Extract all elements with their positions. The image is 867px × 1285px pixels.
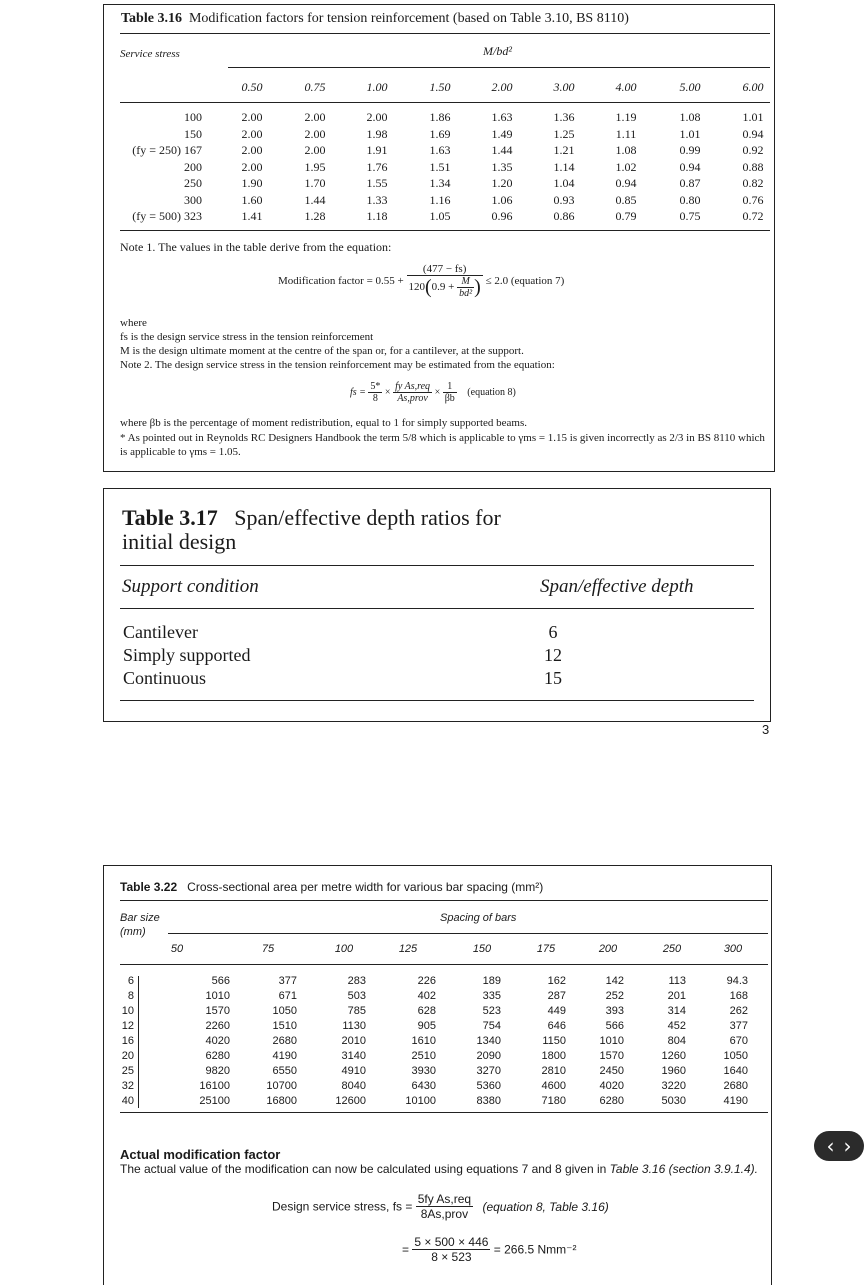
t322-col-header: 75 <box>261 943 275 955</box>
t316-cell: 1.19 <box>615 110 637 124</box>
table-number: Table 3.22 <box>120 880 178 894</box>
t322-cell: 113 <box>668 975 686 987</box>
t322-cell: 6280 <box>205 1050 230 1062</box>
t322-cell: 804 <box>667 1035 686 1047</box>
t322-cell: 1570 <box>599 1050 624 1062</box>
calc-den: 8 × 523 <box>431 1250 472 1264</box>
t322-cell: 5360 <box>476 1080 501 1092</box>
t316-cell: 1.04 <box>553 176 575 190</box>
t316-cell: 1.98 <box>366 126 388 141</box>
t322-cell: 168 <box>729 990 748 1002</box>
t322-cell: 189 <box>482 975 501 987</box>
t322-cell: 262 <box>729 1005 748 1017</box>
eq8-frac2-den: As,prov <box>397 393 428 404</box>
t316-cell: 2.00 <box>366 110 388 124</box>
t316-row-label: 200 <box>184 159 202 174</box>
t322-cell: 16800 <box>266 1095 297 1107</box>
t316-cell: 1.44 <box>491 143 513 157</box>
t322-cell: 6430 <box>411 1080 436 1092</box>
t322-cell: 1260 <box>661 1050 686 1062</box>
t316-row-label: (fy = 250) 167 <box>132 143 202 157</box>
actual-text-body: The actual value of the modification can now be calculated using equations 7 and 8 given in <box>120 1162 607 1176</box>
where-m: M is the design ultimate moment at the centre of the span or, for a cantilever, at the support. <box>120 345 524 357</box>
t322-cell: 670 <box>729 1035 748 1047</box>
t322-cell: 335 <box>482 990 501 1002</box>
equation-7 <box>278 263 564 299</box>
t322-bar-size: 32 <box>121 1080 134 1092</box>
t322-col-header: 150 <box>472 943 492 955</box>
t322-col-header: 125 <box>398 943 418 955</box>
where-label: where <box>120 317 147 329</box>
table-title: Modification factors for tension reinforcement (based on Table 3.10, BS 8110) <box>188 11 629 26</box>
t322-cell: 201 <box>667 990 686 1002</box>
actual-text-ref: Table 3.16 (section <box>609 1162 711 1176</box>
t316-cell: 1.95 <box>304 159 326 174</box>
eq8-tag: (equation 8) <box>467 387 516 398</box>
t316-cell: 0.76 <box>742 192 764 207</box>
t316-cell: 1.51 <box>429 159 451 174</box>
t322-cell: 2510 <box>411 1050 436 1062</box>
next-page-button[interactable]: › <box>843 1134 852 1158</box>
t322-cell: 10100 <box>405 1095 436 1107</box>
t316-cell: 0.86 <box>553 209 575 223</box>
t322-col-header: 175 <box>536 943 556 955</box>
calc-num: 5 × 500 × 446 <box>414 1235 489 1249</box>
eq7-rhs: ≤ 2.0 (equation 7) <box>485 275 565 287</box>
eq8-frac1-den: 8 <box>372 393 378 404</box>
t322-cell: 25100 <box>199 1095 230 1107</box>
eq8-frac3-num: 1 <box>443 381 457 393</box>
table-title-line2: initial design <box>122 529 237 554</box>
t322-cell: 6550 <box>272 1065 297 1077</box>
t322-cell: 7180 <box>541 1095 566 1107</box>
t322-cell: 377 <box>278 975 297 987</box>
t316-col-header: 5.00 <box>679 80 701 94</box>
dss-tag: (equation 8, Table 3.16) <box>482 1199 609 1214</box>
service-stress-label: Service stress <box>120 48 180 60</box>
t322-cell: 1010 <box>205 990 230 1002</box>
t316-cell: 1.11 <box>615 126 637 141</box>
table-3-22-caption <box>120 880 543 894</box>
mm-label: (mm) <box>120 926 146 938</box>
t316-cell: 0.87 <box>679 176 701 190</box>
t316-cell: 0.72 <box>742 209 764 223</box>
t322-cell: 9820 <box>205 1065 230 1077</box>
t322-bar-size: 12 <box>121 1020 134 1032</box>
t316-cell: 1.08 <box>615 143 637 157</box>
t316-cell: 1.05 <box>429 209 451 223</box>
t322-cell: 1050 <box>723 1050 748 1062</box>
t322-cell: 4190 <box>272 1050 297 1062</box>
t316-cell: 1.76 <box>366 159 388 174</box>
t322-cell: 8380 <box>476 1095 501 1107</box>
calc-eq <box>402 1235 576 1264</box>
t322-cell: 4190 <box>723 1095 748 1107</box>
t322-cell: 1960 <box>661 1065 686 1077</box>
eq8-frac3-den: βb <box>444 393 455 404</box>
t317-ratio: 15 <box>544 668 562 688</box>
t322-cell: 1130 <box>342 1020 366 1032</box>
t322-bar-size: 6 <box>127 975 134 987</box>
t322-cell: 2680 <box>723 1080 748 1092</box>
equation-8: fs = $\frac{5*}{8}$ × $\frac{\text{fy As,req}}{\text{As,prov}}$ × $\frac{1}{\beta b}$ (equation 8) <box>350 381 516 404</box>
t322-col-header: 50 <box>170 943 184 955</box>
calc-result: = 266.5 Nmm⁻² <box>493 1242 577 1257</box>
t316-row-label: 150 <box>184 126 202 141</box>
t322-cell: 283 <box>347 975 366 987</box>
t316-col-header: 0.75 <box>304 80 326 94</box>
t316-cell: 2.00 <box>241 110 263 124</box>
t322-cell: 754 <box>482 1020 501 1032</box>
t322-cell: 1510 <box>272 1020 297 1032</box>
bar-size-label: Bar size <box>120 912 160 924</box>
t316-cell: 1.01 <box>742 110 764 124</box>
t322-cell: 449 <box>547 1005 566 1017</box>
t322-cell: 142 <box>605 975 624 987</box>
t322-cell: 646 <box>547 1020 566 1032</box>
t322-cell: 94.3 <box>726 975 748 987</box>
t316-cell: 1.69 <box>429 126 451 141</box>
t316-cell: 1.49 <box>491 126 513 141</box>
t322-cell: 12600 <box>335 1095 366 1107</box>
t322-cell: 16100 <box>199 1080 230 1092</box>
t322-col-header: 100 <box>334 943 354 955</box>
t322-cell: 2260 <box>205 1020 230 1032</box>
t316-cell: 1.25 <box>553 126 575 141</box>
t322-cell: 1050 <box>272 1005 297 1017</box>
t322-bar-size: 16 <box>121 1035 134 1047</box>
t316-cell: 0.82 <box>742 176 764 190</box>
prev-page-button[interactable]: ‹ <box>826 1134 835 1158</box>
t316-cell: 1.86 <box>429 110 451 124</box>
eq7-den-b: 0.9 + <box>431 281 455 294</box>
t316-cell: 0.99 <box>679 143 701 157</box>
t322-cell: 2090 <box>476 1050 501 1062</box>
t322-cell: 523 <box>482 1005 501 1017</box>
t316-cell: 0.88 <box>742 159 764 174</box>
table-title: Cross-sectional area per metre width for various bar spacing (mm²) <box>187 880 544 894</box>
t322-cell: 1610 <box>411 1035 436 1047</box>
design-service-stress-eq <box>272 1192 609 1221</box>
t316-cell: 1.63 <box>491 110 513 124</box>
t317-support-condition: Simply supported <box>123 645 251 665</box>
t316-cell: 0.92 <box>742 143 764 157</box>
t322-cell: 2680 <box>272 1035 297 1047</box>
dss-frac-num: 5fy As,req <box>417 1192 472 1206</box>
t322-cell: 4910 <box>341 1065 366 1077</box>
t322-cell: 3220 <box>661 1080 686 1092</box>
t316-cell: 1.33 <box>366 192 388 207</box>
t322-cell: 1150 <box>542 1035 566 1047</box>
t316-cell: 1.90 <box>241 176 263 190</box>
page-number: 3 <box>762 722 770 737</box>
eq7-bd2: bd² <box>459 288 473 299</box>
t322-col-header: 200 <box>598 943 618 955</box>
t322-col-header: 300 <box>723 943 743 955</box>
t322-cell: 226 <box>417 975 436 987</box>
page-nav-control <box>814 1131 864 1161</box>
t322-cell: 503 <box>347 990 366 1002</box>
actual-text-ref2: 3.9.1.4). <box>713 1162 759 1176</box>
t322-cell: 3140 <box>341 1050 366 1062</box>
t322-cell: 162 <box>547 975 566 987</box>
t322-cell: 6280 <box>599 1095 624 1107</box>
t322-bar-size: 20 <box>121 1050 134 1062</box>
note-2: Note 2. The design service stress in the tension reinforcement may be estimated from the equation: <box>120 359 555 371</box>
t316-row-label: 300 <box>184 192 202 207</box>
t316-cell: 1.21 <box>553 143 575 157</box>
t316-cell: 1.34 <box>429 176 451 190</box>
eq7-m: M <box>457 276 474 288</box>
t316-row-label: 250 <box>184 176 202 190</box>
t322-cell: 905 <box>417 1020 436 1032</box>
t316-cell: 0.96 <box>491 209 513 223</box>
t317-support-condition: Continuous <box>123 668 207 688</box>
table-3-16-caption <box>121 11 629 27</box>
t316-cell: 0.79 <box>615 209 637 223</box>
t316-cell: 1.06 <box>491 192 513 207</box>
t316-cell: 1.63 <box>429 143 451 157</box>
t322-cell: 3930 <box>411 1065 436 1077</box>
where-fs: fs is the design service stress in the tension reinforcement <box>120 331 374 343</box>
t322-cell: 628 <box>417 1005 436 1017</box>
mbd-label: M/bd² <box>483 44 512 58</box>
eq8-frac2-num: fy As,req <box>395 381 431 392</box>
t322-bar-size: 25 <box>121 1065 134 1077</box>
t322-cell: 452 <box>667 1020 686 1032</box>
t322-cell: 566 <box>211 975 230 987</box>
t316-cell: 0.93 <box>553 192 575 207</box>
t316-cell: 1.14 <box>553 159 575 174</box>
support-condition-header: Support condition <box>122 576 259 597</box>
table-title-line1: Span/effective depth ratios for <box>234 505 501 530</box>
t316-col-header: 4.00 <box>615 80 637 94</box>
t316-row-label: (fy = 500) 323 <box>132 209 202 223</box>
t322-cell: 1570 <box>205 1005 230 1017</box>
t322-cell: 566 <box>605 1020 624 1032</box>
t322-bar-size: 10 <box>121 1005 134 1017</box>
t316-cell: 2.00 <box>241 143 263 157</box>
t322-col-header: 250 <box>662 943 682 955</box>
t322-cell: 402 <box>417 990 436 1002</box>
t316-cell: 1.44 <box>304 192 326 207</box>
note-1: Note 1. The values in the table derive from the equation: <box>120 240 392 254</box>
t316-cell: 0.94 <box>615 176 637 190</box>
t322-cell: 2450 <box>599 1065 624 1077</box>
t316-cell: 0.85 <box>615 192 637 207</box>
t316-cell: 1.70 <box>304 176 326 190</box>
t322-cell: 5030 <box>661 1095 686 1107</box>
t322-cell: 377 <box>729 1020 748 1032</box>
t316-cell: 1.02 <box>615 159 637 174</box>
where-beta: where βb is the percentage of moment redistribution, equal to 1 for simply supported beams. <box>120 417 527 429</box>
t316-cell: 0.94 <box>679 159 701 174</box>
t316-cell: 1.91 <box>366 143 388 157</box>
t316-cell: 1.35 <box>491 159 513 174</box>
bar-size-divider <box>138 976 139 1108</box>
t322-cell: 393 <box>605 1005 624 1017</box>
t322-cell: 2810 <box>541 1065 566 1077</box>
spacing-label: Spacing of bars <box>440 912 517 924</box>
t316-cell: 1.55 <box>366 176 388 190</box>
actual-heading: Actual modification factor <box>120 1147 281 1162</box>
t316-row-label: 100 <box>184 110 202 124</box>
calc-equals: = <box>402 1242 410 1257</box>
t316-cell: 1.18 <box>366 209 388 223</box>
t322-cell: 4020 <box>205 1035 230 1047</box>
t316-cell: 1.60 <box>241 192 263 207</box>
eq7-denominator: 120(0.9 + $\frac{M}{\text{bd²}}$ ) <box>408 276 481 299</box>
actual-text <box>120 1162 770 1177</box>
t322-cell: 1340 <box>476 1035 501 1047</box>
t322-cell: 1010 <box>599 1035 624 1047</box>
t316-cell: 2.00 <box>304 126 326 141</box>
t322-bar-size: 40 <box>121 1095 134 1107</box>
t316-cell: 1.01 <box>679 126 701 141</box>
t322-cell: 314 <box>667 1005 686 1017</box>
t316-col-header: 6.00 <box>742 80 764 94</box>
eq7-lhs: Modification factor = 0.55 + <box>278 275 404 287</box>
t316-cell: 1.41 <box>241 209 263 223</box>
t316-cell: 0.80 <box>679 192 701 207</box>
eq8-fs: fs = <box>350 387 366 398</box>
t322-bar-size: 8 <box>127 990 134 1002</box>
dss-frac-den: 8As,prov <box>420 1207 469 1221</box>
t316-cell: 0.94 <box>742 126 764 141</box>
t322-cell: 8040 <box>341 1080 366 1092</box>
t316-col-header: 1.50 <box>429 80 451 94</box>
t317-support-condition: Cantilever <box>123 622 198 642</box>
t316-cell: 2.00 <box>304 143 326 157</box>
t322-cell: 3270 <box>476 1065 501 1077</box>
t316-col-header: 0.50 <box>241 80 263 94</box>
t316-cell: 1.36 <box>553 110 575 124</box>
eq8-frac1-num: 5* <box>370 381 381 392</box>
dss-label: Design service stress, fs = <box>272 1199 413 1214</box>
t322-cell: 671 <box>278 990 297 1002</box>
t316-col-header: 3.00 <box>553 80 575 94</box>
t322-cell: 4600 <box>541 1080 566 1092</box>
t316-cell: 1.20 <box>491 176 513 190</box>
table-number: Table 3.17 <box>122 505 218 530</box>
t316-cell: 2.00 <box>304 110 326 124</box>
t316-col-header: 2.00 <box>491 80 513 94</box>
table-number: Table 3.16 <box>121 11 182 26</box>
t322-cell: 4020 <box>599 1080 624 1092</box>
footnote: * As pointed out in Reynolds RC Designers Handbook the term 5/8 which is applicable to γms = 1.15 is given incorrectly as 2/3 in BS 8110 which is applicable to γms = 1.05. <box>120 432 765 458</box>
t316-cell: 2.00 <box>241 159 263 174</box>
eq7-den-a: 120 <box>408 281 425 294</box>
t317-ratio: 12 <box>544 645 562 665</box>
t322-cell: 287 <box>547 990 566 1002</box>
table-3-17-title <box>122 506 501 554</box>
t322-cell: 1800 <box>541 1050 566 1062</box>
t316-cell: 1.28 <box>304 209 326 223</box>
t316-cell: 1.16 <box>429 192 451 207</box>
t322-cell: 785 <box>347 1005 366 1017</box>
span-depth-header: Span/effective depth <box>540 576 694 597</box>
t322-cell: 10700 <box>266 1080 297 1092</box>
t322-cell: 252 <box>605 990 624 1002</box>
t317-ratio: 6 <box>548 622 558 642</box>
eq7-numerator: (477 − fs) <box>407 263 483 276</box>
t316-col-header: 1.00 <box>366 80 388 94</box>
t316-cell: 1.08 <box>679 110 701 124</box>
t316-cell: 2.00 <box>241 126 263 141</box>
t322-cell: 1640 <box>723 1065 748 1077</box>
t316-cell: 0.75 <box>679 209 701 223</box>
t322-cell: 2010 <box>341 1035 366 1047</box>
